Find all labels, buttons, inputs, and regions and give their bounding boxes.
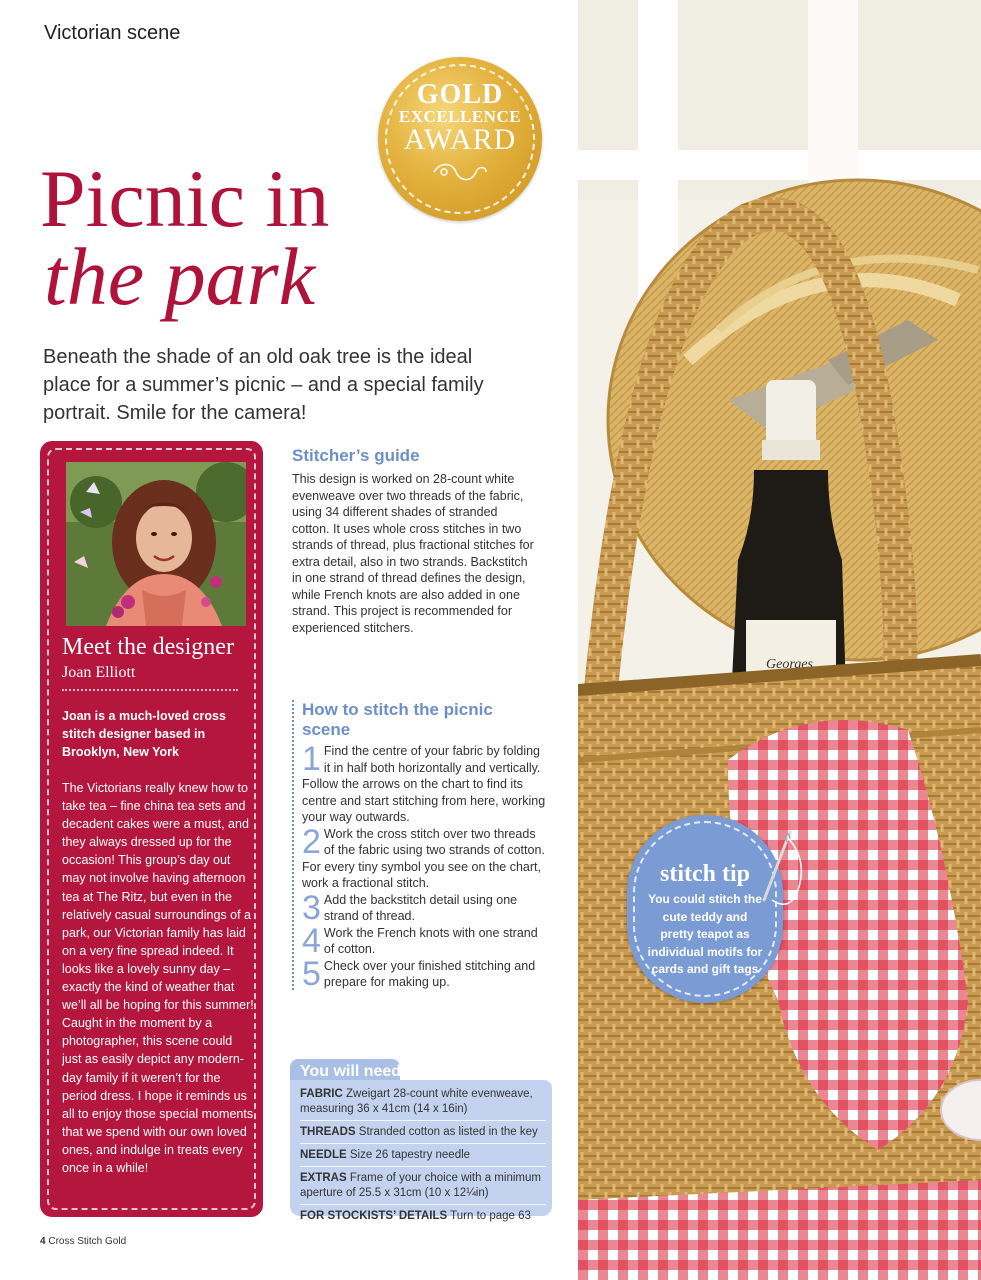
step-text: Work the French knots with one strand of cotton. — [323, 925, 538, 956]
step-number: 3 — [302, 888, 321, 927]
flourish-icon — [430, 160, 490, 184]
picnic-basket-photo — [578, 0, 981, 1280]
howto-step — [302, 921, 548, 960]
howto-steps — [302, 740, 548, 993]
need-item-value: Size 26 tapestry needle — [349, 1149, 471, 1161]
page-footer — [40, 1236, 126, 1247]
stitch-tip-text: You could stitch the cute teddy and pretty teapot as individual motifs for cards and gift tags — [647, 892, 763, 976]
step-text: Find the centre of your fabric by folding it in half both horizontally and vertically. Follow the arrows on the chart to find its centre and start stitching from here, working your way outwards. — [302, 744, 546, 824]
howto-step — [302, 888, 548, 927]
need-item-key: EXTRAS — [300, 1172, 347, 1184]
need-item-key: FOR STOCKISTS’ DETAILS — [300, 1210, 448, 1222]
step-text: Check over your finished stitching and prepare for making up. — [323, 958, 536, 989]
howto-step — [302, 740, 548, 826]
need-item — [300, 1171, 546, 1205]
step-number: 4 — [302, 921, 321, 960]
designer-name: Joan Elliott — [62, 664, 136, 681]
intro-text: Beneath the shade of an old oak tree is the ideal place for a summer’s picnic – and a special family portrait. Smile for the camera! — [43, 346, 484, 424]
page-title-line2: the park — [44, 231, 315, 322]
need-item-key: THREADS — [300, 1126, 356, 1138]
badge-line-excellence: EXCELLENCE — [398, 107, 522, 126]
badge-line-award: AWARD — [403, 123, 517, 156]
howto-step — [302, 822, 548, 892]
step-number: 1 — [302, 740, 321, 778]
need-item-key: NEEDLE — [300, 1149, 347, 1161]
need-item — [300, 1125, 546, 1144]
you-will-need-heading: You will need — [300, 1063, 402, 1080]
howto-dotted-rule — [292, 700, 294, 990]
step-number: 2 — [302, 822, 321, 861]
page-number: 4 — [40, 1236, 46, 1247]
need-item — [300, 1209, 546, 1227]
designer-lead: Joan is a much-loved cross stitch designer based in Brooklyn, New York — [62, 709, 226, 759]
designer-body: The Victorians really knew how to take tea – fine china tea sets and decadent cakes were a must, and they always dressed up for the occasion! This group’s day out may not involve having afternoon tea at The Ritz, but even in the relatively casual surroundings of a park, our Victorian family has laid on a very fine spread indeed. It looks like a lovely sunny day – exactly the kind of weather that we’ll all be hoping for this summer! Caught in the moment by a photographer, this scene could just as easily depict any modern-day family if it weren’t for the period dress. I hope it reminds us all to enjoy those special moments that we spend with our own loved ones, and indulge in treats every once in a while! — [62, 781, 254, 1175]
designer-heading: Meet the designer — [62, 634, 234, 660]
need-item — [300, 1148, 546, 1167]
howto-step — [302, 954, 548, 993]
you-will-need-list — [300, 1087, 546, 1231]
need-item-value: Zweigart 28-count white evenweave, measuring 36 x 41cm (14 x 16in) — [300, 1088, 533, 1115]
step-text: Add the backstitch detail using one strand of thread. — [323, 892, 518, 923]
section-label: Victorian scene — [44, 22, 181, 44]
designer-photo — [66, 462, 246, 626]
bottle-label: Georges — [766, 657, 813, 672]
need-item-key: FABRIC — [300, 1088, 343, 1100]
badge-line-gold: GOLD — [416, 79, 504, 110]
needle-thread-icon — [742, 830, 812, 920]
step-number: 5 — [302, 954, 321, 993]
stitch-tip-title: stitch tip — [660, 861, 750, 887]
step-text: Work the cross stitch over two threads of the fabric using two strands of cotton. For every tiny symbol you see on the chart, work a fractional stitch. — [302, 826, 545, 890]
need-item-value: Turn to page 63 — [450, 1210, 531, 1222]
page-title-line1: Picnic in — [40, 153, 330, 244]
howto-heading: How to stitch the picnic scene — [302, 700, 493, 739]
magazine-name: Cross Stitch Gold — [48, 1236, 127, 1247]
designer-panel — [40, 441, 263, 1217]
stitchers-guide-body: This design is worked on 28-count white evenweave over two threads of the fabric, using 34 different shades of stranded cotton. It uses whole cross stitches in two strands of thread, plus fractional stitches for extra detail, also in two strands. Backstitch in one strand of thread defines the design, while French knots are also added in one strand. This project is recommended for experienced stitchers. — [292, 472, 534, 635]
designer-divider — [62, 689, 238, 691]
need-item — [300, 1087, 546, 1121]
gold-award-badge — [378, 57, 542, 221]
need-item-value: Frame of your choice with a minimum aperture of 25.5 x 31cm (10 x 12¼in) — [300, 1172, 541, 1199]
need-item-value: Stranded cotton as listed in the key — [358, 1126, 538, 1138]
stitchers-guide-heading: Stitcher’s guide — [292, 446, 420, 465]
